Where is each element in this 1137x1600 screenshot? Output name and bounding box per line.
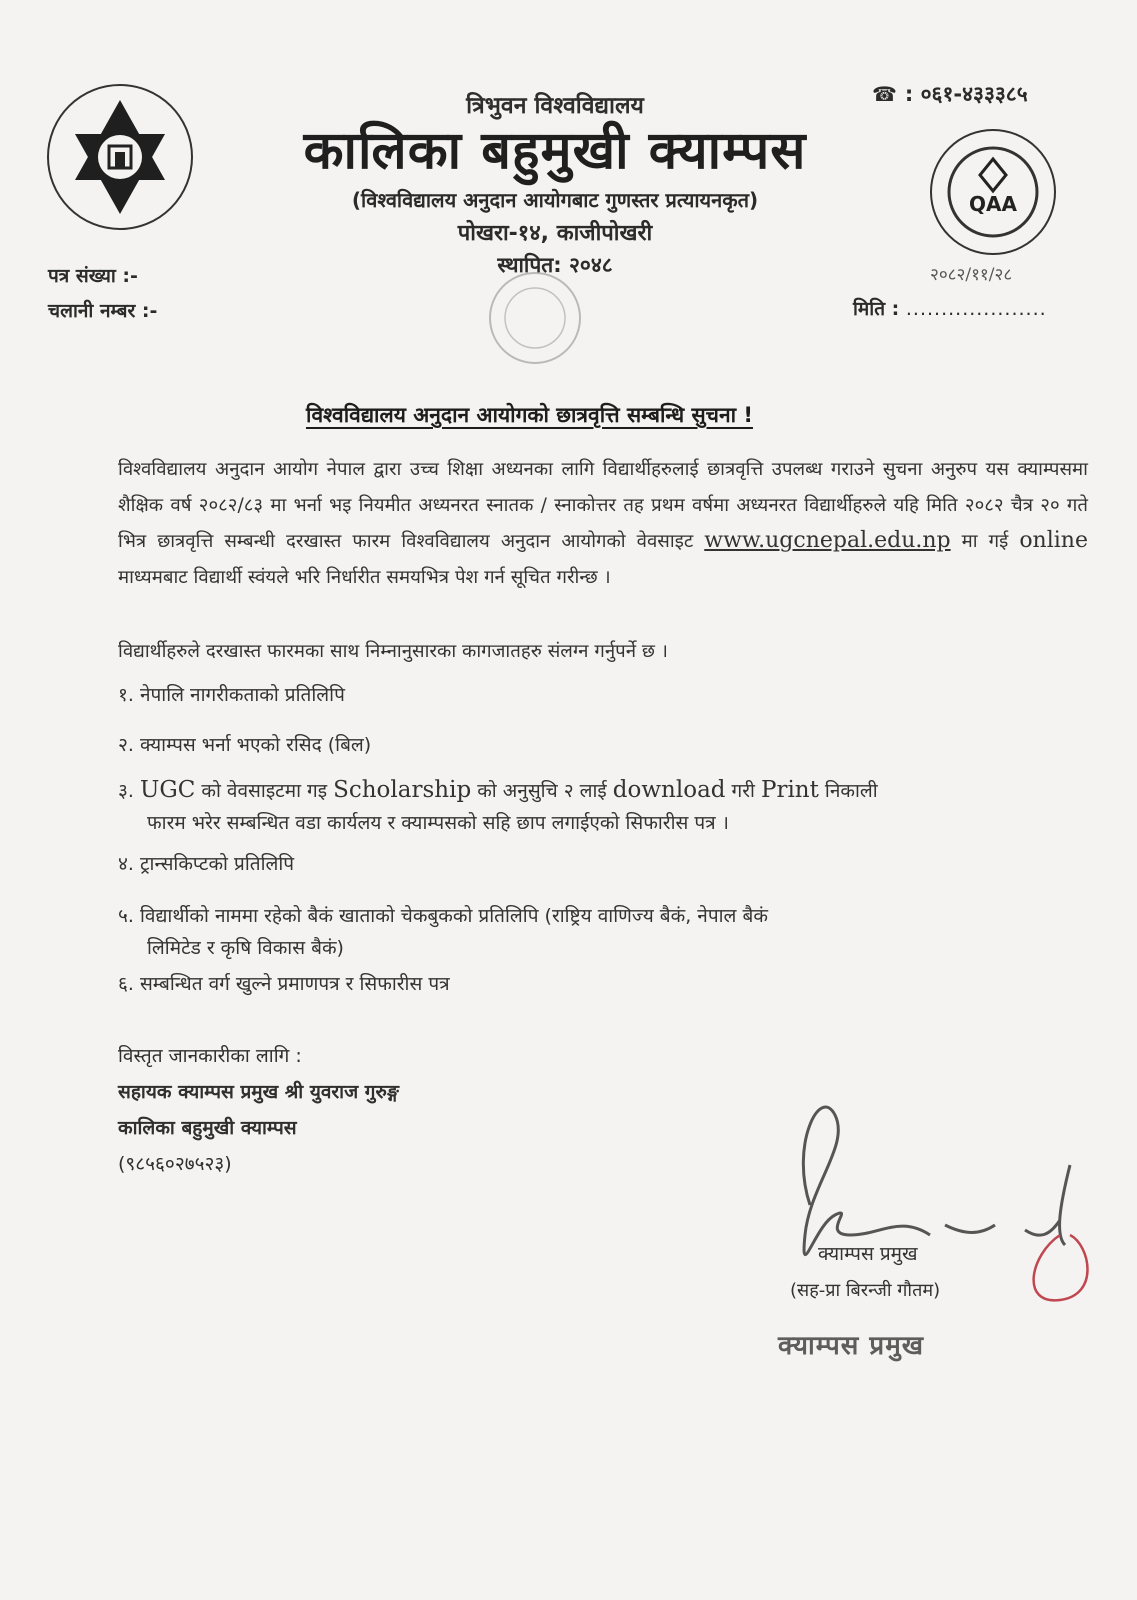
notice-body-paragraph (118, 452, 1088, 595)
item3-text-c: गरी (725, 780, 761, 802)
campus-address: पोखरा-१४, काजीपोखरी (457, 221, 653, 246)
signatory-title: क्याम्पस प्रमुख (818, 1243, 918, 1265)
contact-block (118, 1038, 399, 1182)
letterhead (230, 88, 880, 279)
date-dots: .................... (905, 298, 1047, 320)
campus-name: कालिका बहुमुखी क्याम्पस (303, 121, 807, 181)
contact-org: कालिका बहुमुखी क्याम्पस (118, 1117, 297, 1139)
item3-continuation: फारम भरेर सम्बन्धित वडा कार्यलय र क्याम्पसको सहि छाप लगाईएको सिफारीस पत्र । (147, 812, 729, 834)
phone-text: : ०६१-४३३३८५ (904, 82, 1028, 106)
contact-label: विस्तृत जानकारीका लागि : (118, 1045, 302, 1067)
document-item-4: ४. ट्रान्सकिप्टको प्रतिलिपि (118, 853, 295, 875)
qaa-accreditation-logo (928, 127, 1058, 257)
university-logo-icon (45, 82, 195, 232)
para-part-1: विश्वविद्यालय अनुदान आयोग नेपाल द्वारा उच्च शिक्षा अध्यनका लागि विद्यार्थीहरुलाई छात्रवृत्ति उपलब्ध गराउने सुचना अनुरुप यस क्याम्पसमा शैक्षिक वर्ष २०८२/८३ मा भर्ना भइ नियमीत अध्यनरत स्नातक / स्नाकोत्तर तह प्रथम वर्षमा अध्यनरत विद्यार्थीहरुले यहि मिति २०८२ चैत्र २० गते भित्र छात्रवृत्ति सम्बन्धी दरखास्त फारम विश्वविद्यालय अनुदान आयोगको वेवसाइट (118, 459, 1088, 552)
item3-text-a: को वेवसाइटमा गइ (195, 780, 334, 802)
telephone-icon: ☎ (872, 82, 897, 106)
item3-number: ३. (118, 780, 140, 802)
documents-intro: विद्यार्थीहरुले दरखास्त फारमका साथ निम्नानुसारका कागजातहरु संलग्न गर्नुपर्ने छ । (118, 641, 668, 662)
signatory-name: (सह-प्रा बिरन्जी गौतम) (790, 1280, 941, 1301)
item3-text-d: निकाली (818, 780, 878, 802)
para-part-2: मा गई (950, 531, 1020, 552)
letter-number-label: पत्र संख्या :- (48, 265, 138, 287)
online-word: online (1019, 528, 1088, 553)
item3-download: download (612, 777, 726, 803)
item5-text: ५. विद्यार्थीको नाममा रहेको बैकं खाताको चेकबुकको प्रतिलिपि (राष्ट्रिय वाणिज्य बैकं, नेपाल बैकं (118, 905, 768, 927)
campus-seal-stamp (478, 268, 593, 368)
document-item-5 (118, 902, 768, 960)
item5-continuation: लिमिटेड र कृषि विकास बैकं) (147, 937, 344, 959)
established-year: स्थापित: २०४८ (497, 253, 613, 277)
signatory-stamp: क्याम्पस प्रमुख (778, 1331, 925, 1361)
accreditation-line: (विश्वविद्यालय अनुदान आयोगबाट गुणस्तर प्रत्यायनकृत) (351, 188, 759, 212)
contact-person: सहायक क्याम्पस प्रमुख श्री युवराज गुरुङ्ग (118, 1081, 399, 1103)
notice-title: विश्वविद्यालय अनुदान आयोगको छात्रवृत्ति सम्बन्धि सुचना ! (306, 403, 753, 427)
item3-scholarship: Scholarship (333, 777, 472, 803)
handwritten-date: २०८२/११/२८ (930, 265, 1013, 285)
university-name: त्रिभुवन विश्वविद्यालय (466, 93, 644, 119)
date-label: मिति : (853, 298, 900, 320)
ugc-website-link[interactable]: www.ugcnepal.edu.np (704, 528, 951, 553)
document-item-3 (118, 777, 878, 835)
para-part-3: माध्यमबाट विद्यार्थी स्वंयले भरि निर्धारीत समयभित्र पेश गर्न सूचित गरीन्छ । (118, 566, 611, 588)
contact-phone: (९८५६०२७५२३) (118, 1153, 232, 1175)
item3-ugc: UGC (139, 777, 196, 803)
dispatch-number-label: चलानी नम्बर :- (48, 300, 158, 322)
document-item-1: १. नेपालि नागरीकताको प्रतिलिपि (118, 684, 345, 706)
document-item-2: २. क्याम्पस भर्ना भएको रसिद (बिल) (118, 734, 372, 756)
phone-number (872, 80, 1028, 108)
item3-text-b: को अनुसुचि २ लाई (471, 780, 613, 802)
qaa-logo-text: QAA (969, 192, 1017, 216)
date-field (853, 295, 1047, 321)
item3-print: Print (760, 777, 819, 803)
document-item-6: ६. सम्बन्धित वर्ग खुल्ने प्रमाणपत्र र सिफारीस पत्र (118, 973, 450, 995)
